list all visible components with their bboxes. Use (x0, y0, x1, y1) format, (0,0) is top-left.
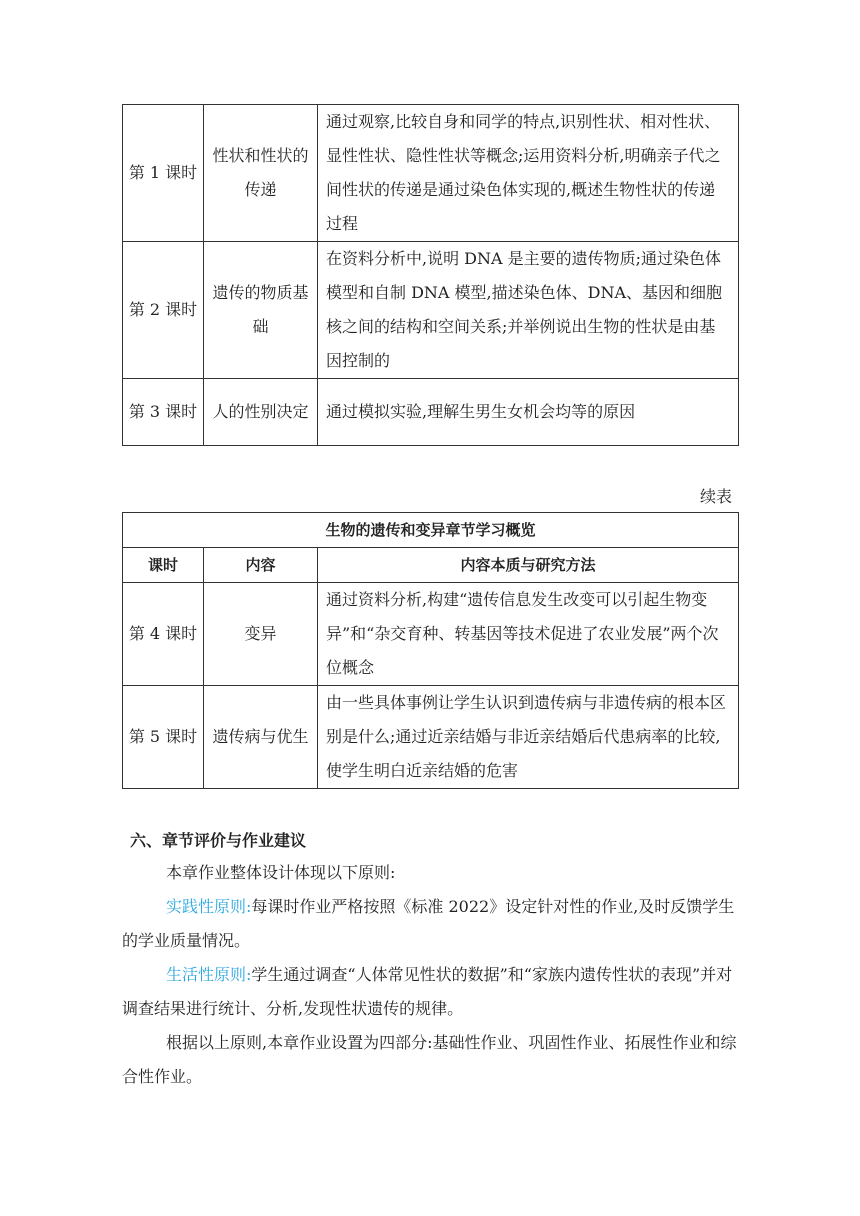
intro-paragraph: 本章作业整体设计体现以下原则: (166, 863, 396, 882)
table-row (123, 379, 739, 446)
content-cell: 人的性别决定 (204, 379, 318, 446)
lesson-cell: 第 2 课时 (123, 242, 204, 379)
conclusion-paragraph: 根据以上原则,本章作业设置为四部分:基础性作业、巩固性作业、拓展性作业和综合性作业。 (122, 1033, 737, 1086)
continued-label: 续表 (699, 487, 732, 506)
principle-practice-label: 实践性原则: (166, 897, 252, 916)
section-title: 六、章节评价与作业建议 (130, 831, 307, 850)
table-row (123, 686, 739, 789)
principle-practice-text: 每课时作业严格按照《标准 2022》设定针对性的作业,及时反馈学生的学业质量情况。 (122, 897, 735, 950)
detail-cell: 通过资料分析,构建“遗传信息发生改变可以引起生物变异”和“杂交育种、转基因等技术促进了农业发展”两个次位概念 (318, 583, 739, 686)
lesson-table-part1 (122, 104, 739, 446)
table-row (123, 105, 739, 242)
detail-cell: 由一些具体事例让学生认识到遗传病与非遗传病的根本区别是什么;通过近亲结婚与非近亲结婚后代患病率的比较,使学生明白近亲结婚的危害 (318, 686, 739, 789)
detail-cell: 在资料分析中,说明 DNA 是主要的遗传物质;通过染色体模型和自制 DNA 模型,描述染色体、DNA、基因和细胞核之间的结构和空间关系;并举例说出生物的性状是由基因控制的 (318, 242, 739, 379)
detail-cell: 通过观察,比较自身和同学的特点,识别性状、相对性状、显性性状、隐性性状等概念;运用资料分析,明确亲子代之间性状的传递是通过染色体实现的,概述生物性状的传递过程 (318, 105, 739, 242)
content-cell: 遗传病与优生 (204, 686, 318, 789)
principle-life-paragraph (122, 958, 738, 1026)
column-header-content: 内容 (204, 548, 318, 583)
table-header-row (123, 548, 739, 583)
column-header-detail: 内容本质与研究方法 (318, 548, 739, 583)
lesson-cell: 第 3 课时 (123, 379, 204, 446)
table-title-row (123, 513, 739, 548)
table-row (123, 242, 739, 379)
content-cell: 性状和性状的传递 (204, 105, 318, 242)
content-cell: 遗传的物质基础 (204, 242, 318, 379)
table-title: 生物的遗传和变异章节学习概览 (123, 513, 739, 548)
principle-life-label: 生活性原则: (166, 965, 252, 984)
content-cell: 变异 (204, 583, 318, 686)
detail-cell: 通过模拟实验,理解生男生女机会均等的原因 (318, 379, 739, 446)
lesson-cell: 第 1 课时 (123, 105, 204, 242)
principle-life-text: 学生通过调查“人体常见性状的数据”和“家族内遗传性状的表现”并对调查结果进行统计、分析,发现性状遗传的规律。 (122, 965, 733, 1018)
lesson-cell: 第 4 课时 (123, 583, 204, 686)
column-header-lesson: 课时 (123, 548, 204, 583)
lesson-table-part2 (122, 512, 739, 789)
lesson-cell: 第 5 课时 (123, 686, 204, 789)
principle-practice-paragraph (122, 890, 738, 958)
table-row (123, 583, 739, 686)
